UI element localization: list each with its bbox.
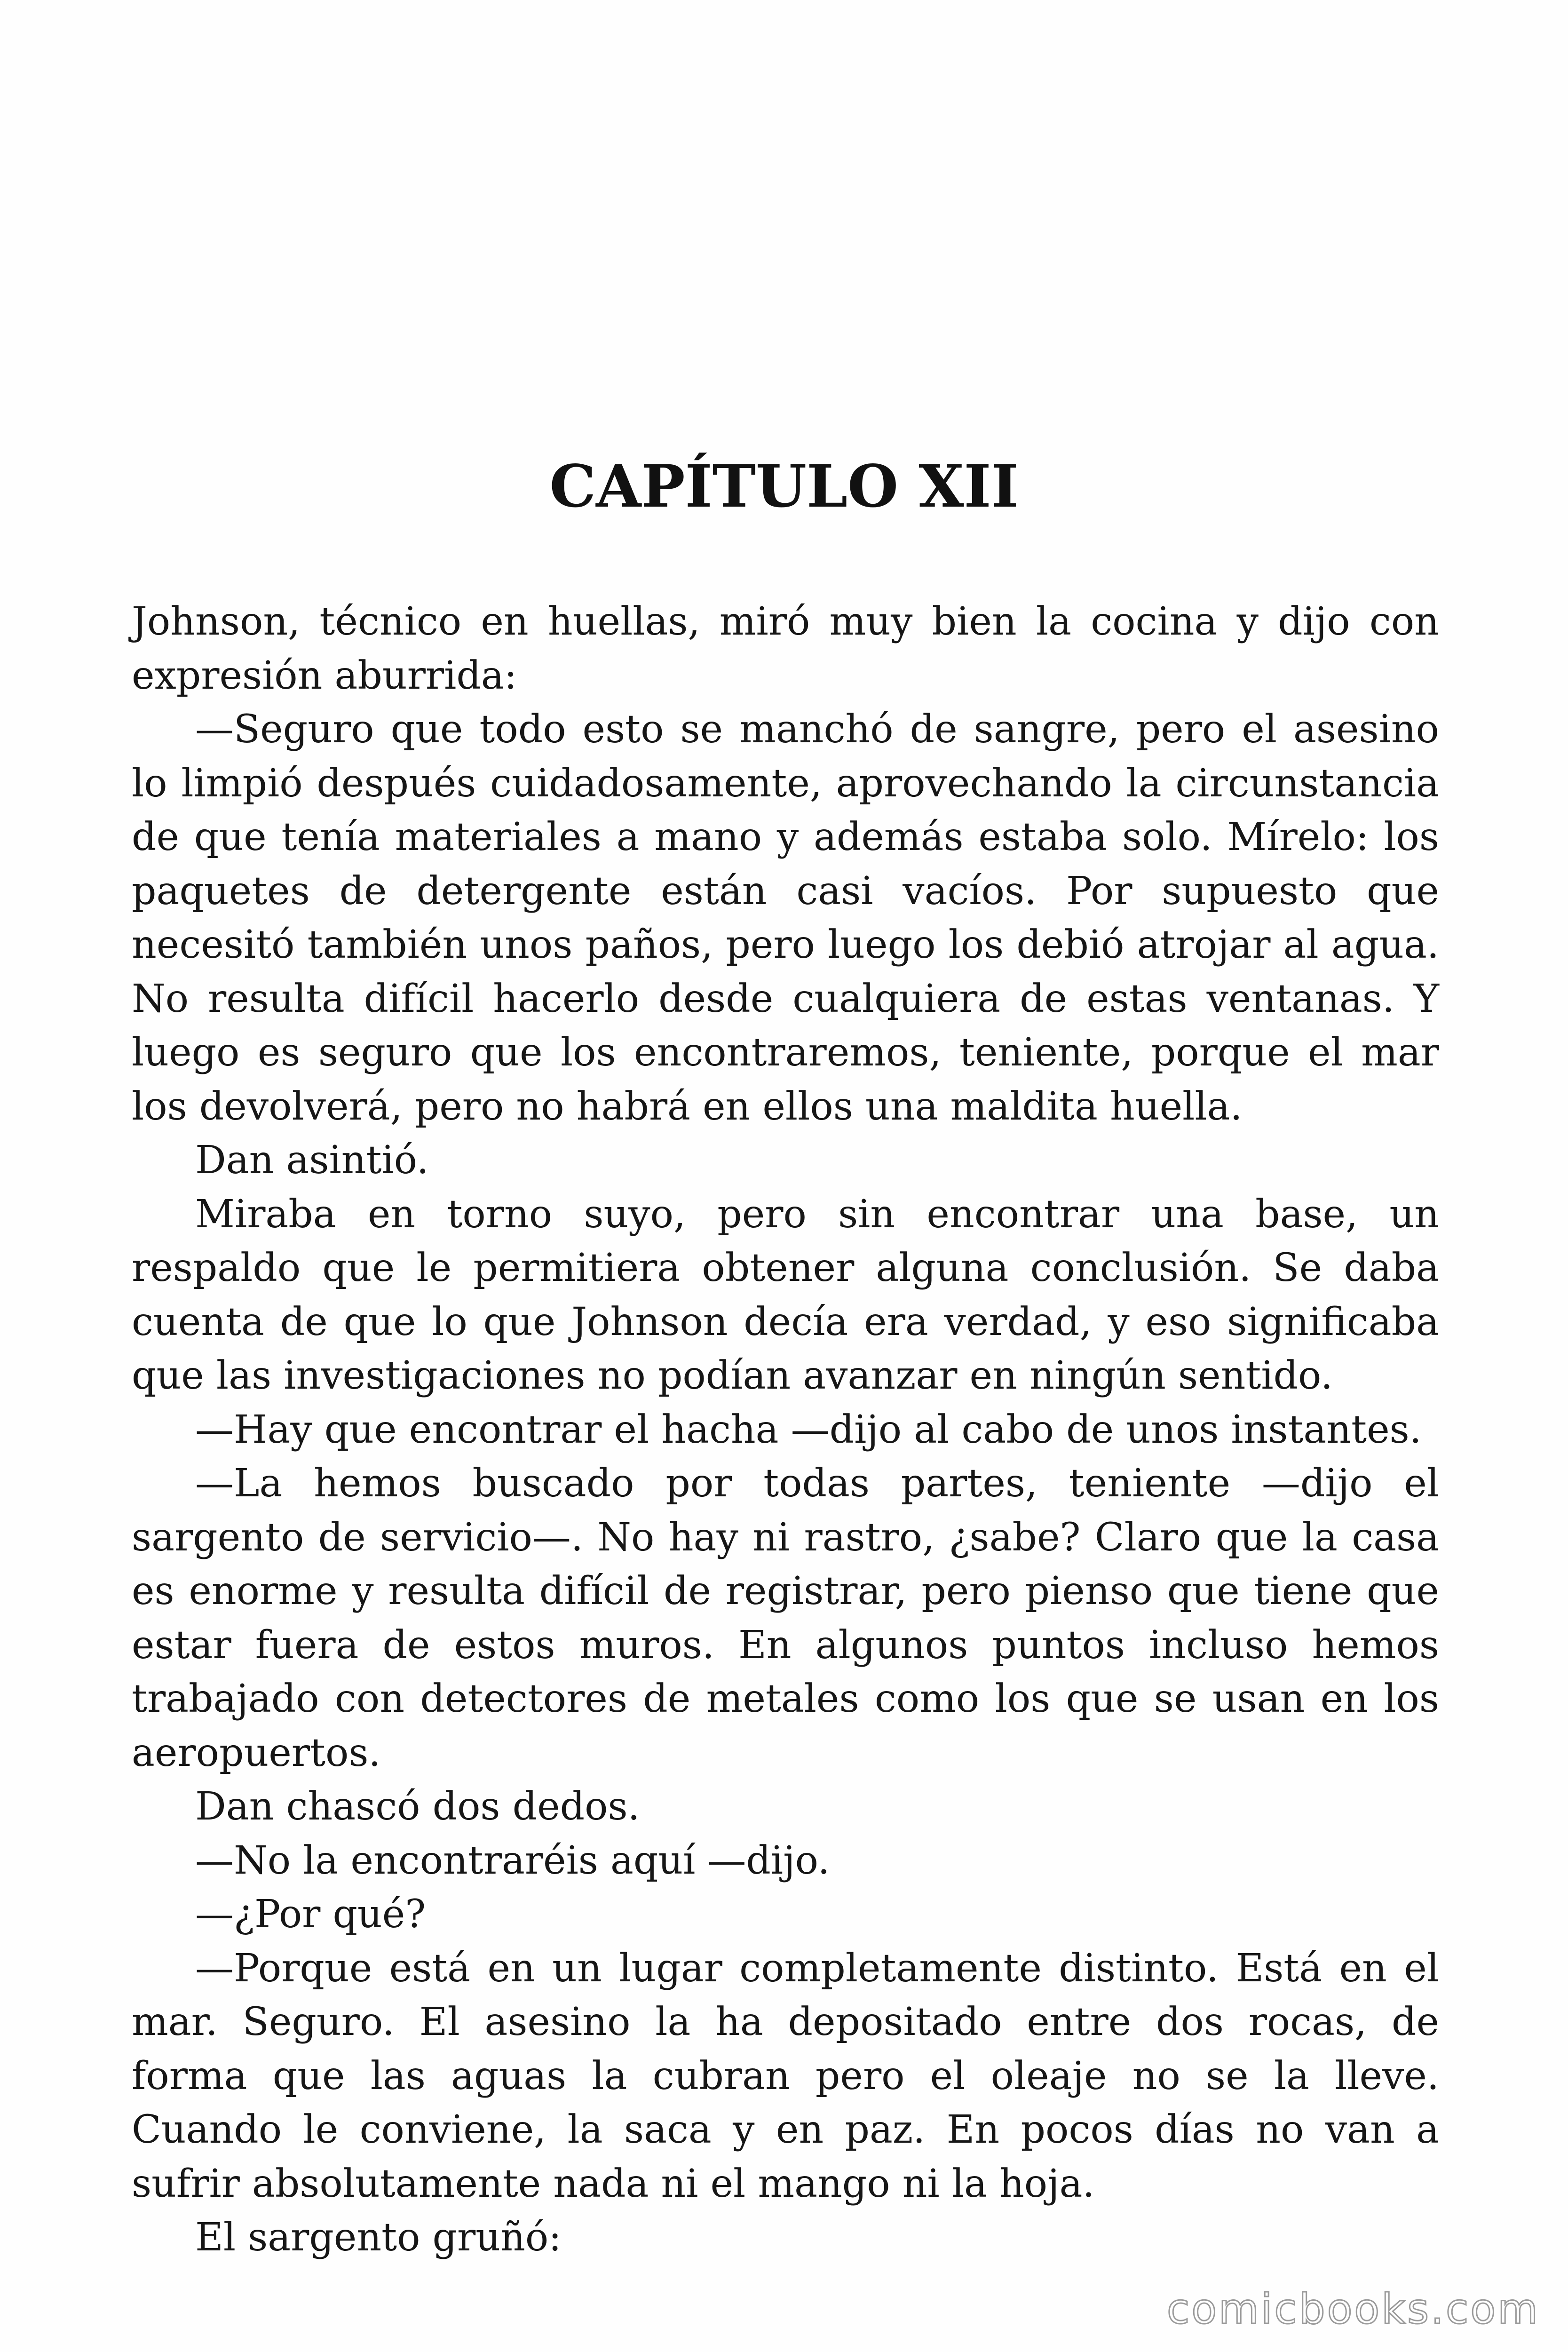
paragraph: Dan chascó dos dedos. bbox=[195, 1784, 640, 1829]
paragraph: —Seguro que todo esto se manchó de sangre, pero el asesino lo limpió después cuidadosamente, aprovechando la circunstancia de que tenía materiales a mano y además estaba solo. Mírelo: los paquetes de detergente están casi vacíos. Por supuesto que necesitó también unos paños, pero luego los debió atrojar al agua. No resulta difícil hacerlo desde cualquiera de estas ventanas. Y luego es seguro que los encontraremos, teniente, porque el mar los devolverá, pero no habrá en ellos una maldita huella. bbox=[132, 707, 1439, 1129]
paragraph: —Hay que encontrar el hacha —dijo al cabo de unos instantes. bbox=[195, 1407, 1422, 1452]
paragraph: Johnson, técnico en huellas, miró muy bien la cocina y dijo con expresión aburrida: bbox=[132, 599, 1439, 698]
chapter-title: CAPÍTULO XII bbox=[549, 453, 1019, 521]
paragraph: —No la encontraréis aquí —dijo. bbox=[195, 1838, 830, 1883]
paragraph: Miraba en torno suyo, pero sin encontrar una base, un respaldo que le permitiera obtener alguna conclusión. Se daba cuenta de que lo que Johnson decía era verdad, y eso significaba que las investigaciones no podían avanzar en ningún sentido. bbox=[132, 1192, 1439, 1398]
watermark: comicbooks.com bbox=[1166, 2285, 1540, 2333]
chapter-body bbox=[132, 595, 1439, 2265]
paragraph: —Porque está en un lugar completamente distinto. Está en el mar. Seguro. El asesino la ha depositado entre dos rocas, de forma que las aguas la cubran pero el oleaje no se la lleve. Cuando le conviene, la saca y en paz. En pocos días no van a sufrir absolutamente nada ni el mango ni la hoja. bbox=[132, 1946, 1439, 2206]
paragraph: El sargento gruñó: bbox=[195, 2215, 562, 2260]
paragraph: Dan asintió. bbox=[195, 1138, 429, 1183]
paragraph: —La hemos buscado por todas partes, teniente —dijo el sargento de servicio—. No hay ni rastro, ¿sabe? Claro que la casa es enorme y resulta difícil de registrar, pero pienso que tiene que estar fuera de estos muros. En algunos puntos incluso hemos trabajado con detectores de metales como los que se usan en los aeropuertos. bbox=[132, 1461, 1439, 1775]
paragraph: —¿Por qué? bbox=[195, 1892, 426, 1937]
